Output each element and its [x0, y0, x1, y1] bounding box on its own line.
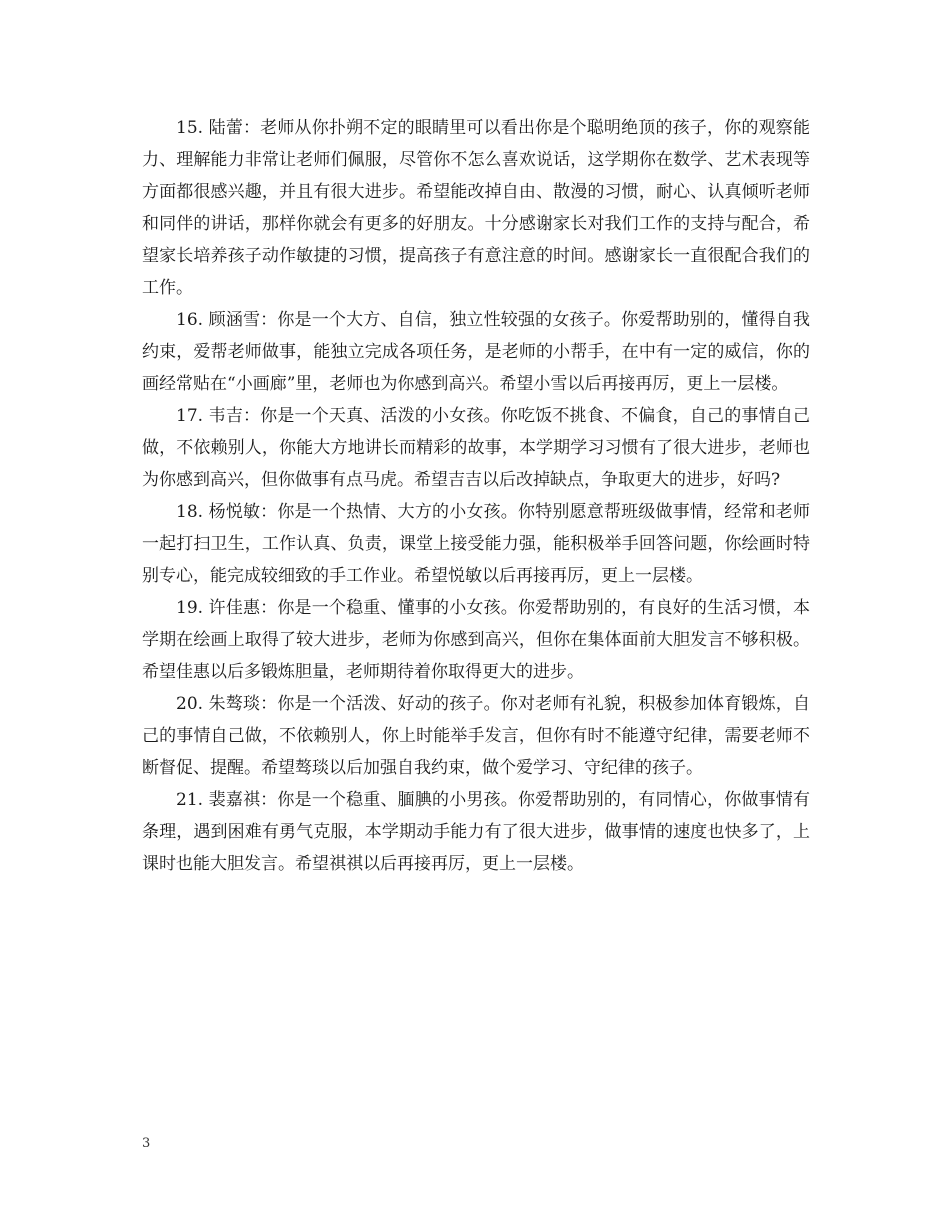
document-body: [142, 112, 810, 880]
paragraph-18: 18. 杨悦敏：你是一个热情、大方的小女孩。你特别愿意帮班级做事情，经常和老师一起打扫卫生，工作认真、负责，课堂上接受能力强，能积极举手回答问题，你绘画时特别专心，能完成较细致的手工作业。希望悦敏以后再接再厉，更上一层楼。: [142, 502, 810, 586]
paragraph-17: 17. 韦吉：你是一个天真、活泼的小女孩。你吃饭不挑食、不偏食，自己的事情自己做，不依赖别人，你能大方地讲长而精彩的故事，本学期学习习惯有了很大进步，老师也为你感到高兴，但你做事有点马虎。希望吉吉以后改掉缺点，争取更大的进步，好吗?: [142, 406, 810, 490]
paragraph-19: 19. 许佳惠：你是一个稳重、懂事的小女孩。你爱帮助别的，有良好的生活习惯，本学期在绘画上取得了较大进步，老师为你感到高兴，但你在集体面前大胆发言不够积极。希望佳惠以后多锻炼胆量，老师期待着你取得更大的进步。: [142, 598, 810, 682]
page-number: 3: [142, 1136, 151, 1151]
paragraph-16: 16. 顾涵雪：你是一个大方、自信，独立性较强的女孩子。你爱帮助别的，懂得自我约束，爱帮老师做事，能独立完成各项任务，是老师的小帮手，在中有一定的威信，你的画经常贴在“小画廊”里，老师也为你感到高兴。希望小雪以后再接再厉，更上一层楼。: [142, 310, 810, 394]
paragraph-21: 21. 裴嘉祺：你是一个稳重、腼腆的小男孩。你爱帮助别的，有同情心，你做事情有条理，遇到困难有勇气克服，本学期动手能力有了很大进步，做事情的速度也快多了，上课时也能大胆发言。希望祺祺以后再接再厉，更上一层楼。: [142, 790, 810, 874]
paragraph-20: 20. 朱骜琰：你是一个活泼、好动的孩子。你对老师有礼貌，积极参加体育锻炼，自己的事情自己做，不依赖别人，你上时能举手发言，但你有时不能遵守纪律，需要老师不断督促、提醒。希望骜琰以后加强自我约束，做个爱学习、守纪律的孩子。: [142, 694, 810, 778]
paragraph-15: 15. 陆蕾：老师从你扑朔不定的眼睛里可以看出你是个聪明绝顶的孩子，你的观察能力、理解能力非常让老师们佩服，尽管你不怎么喜欢说话，这学期你在数学、艺术表现等方面都很感兴趣，并且有很大进步。希望能改掉自由、散漫的习惯，耐心、认真倾听老师和同伴的讲话，那样你就会有更多的好朋友。十分感谢家长对我们工作的支持与配合，希望家长培养孩子动作敏捷的习惯，提高孩子有意注意的时间。感谢家长一直很配合我们的工作。: [142, 118, 810, 298]
